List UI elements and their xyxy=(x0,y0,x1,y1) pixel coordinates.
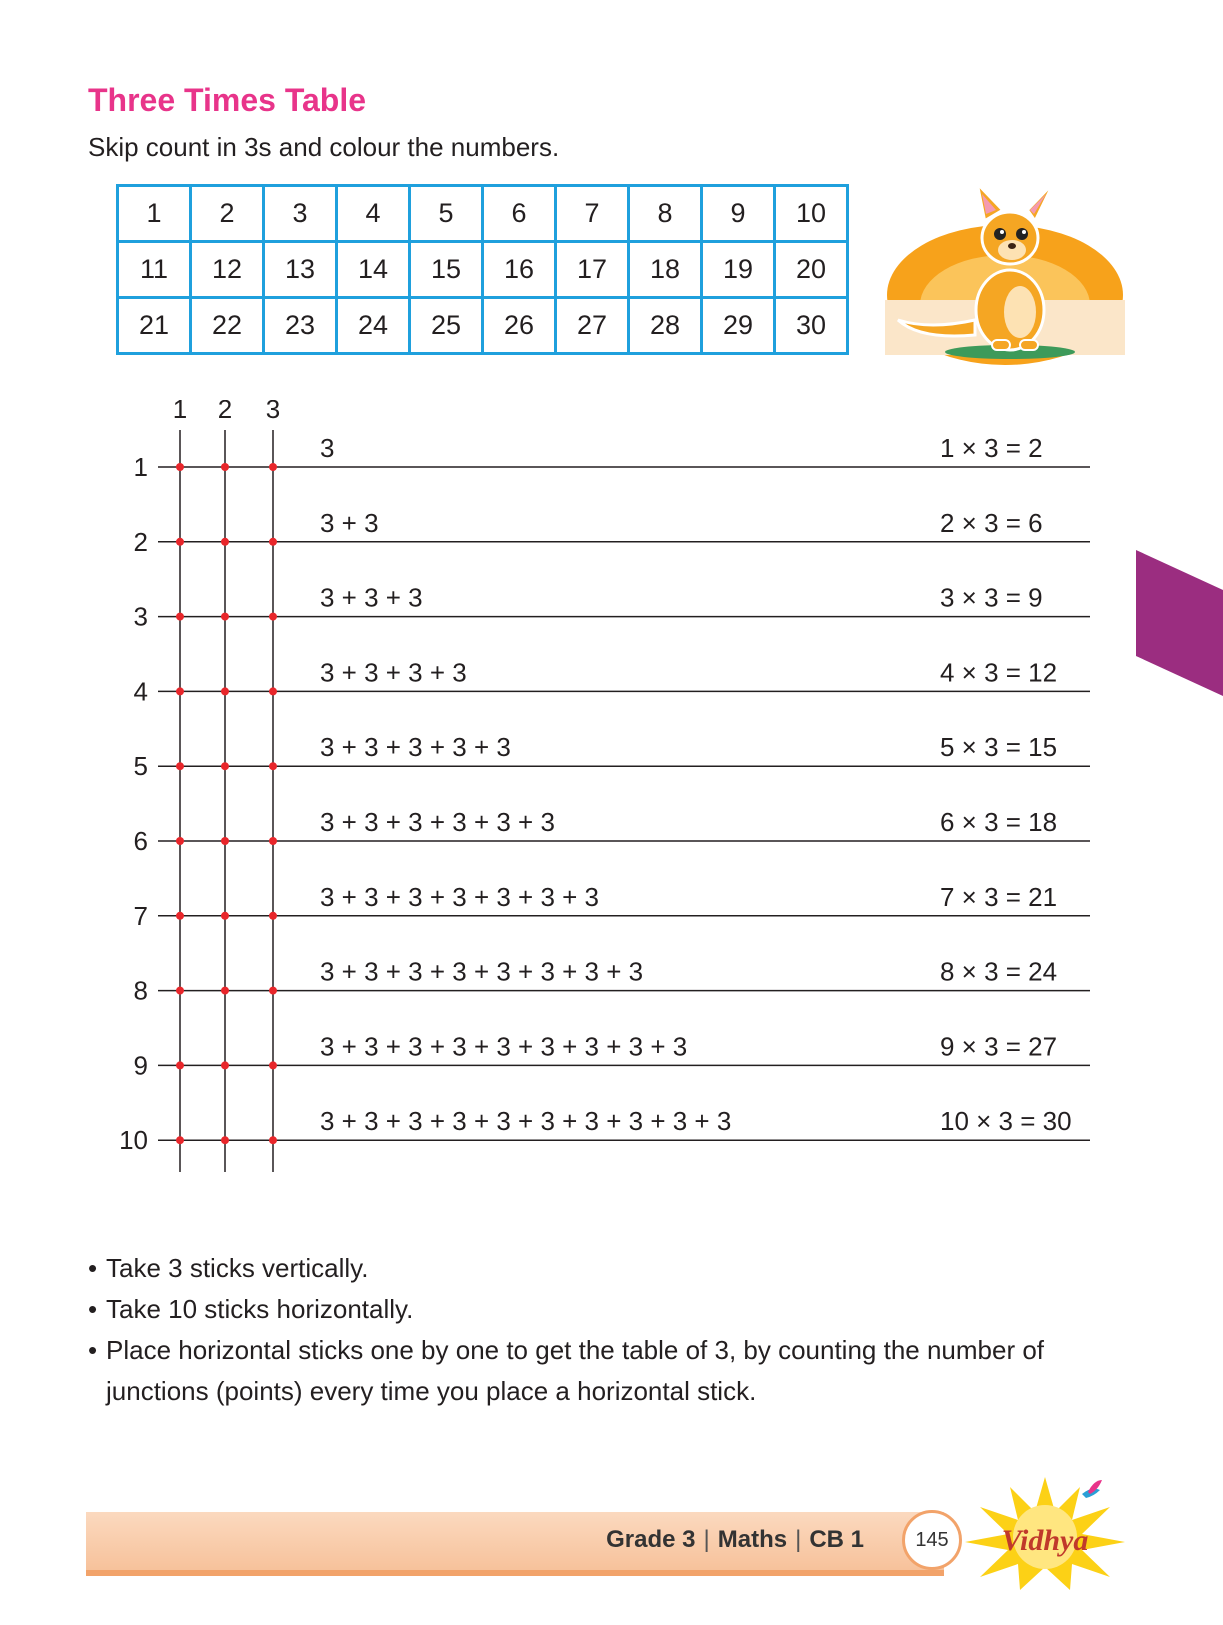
grid-cell[interactable]: 4 xyxy=(337,186,410,242)
column-label: 3 xyxy=(265,400,281,424)
note-item: • Place horizontal sticks one by one to get the table of 3, by counting the number of junctions (points) every time you place a horizontal stick. xyxy=(88,1330,1148,1412)
junction-point xyxy=(176,762,184,770)
junction-point xyxy=(269,987,277,995)
addition-text: 3 + 3 xyxy=(320,507,379,538)
grid-cell[interactable]: 18 xyxy=(629,242,702,298)
grid-cell[interactable]: 27 xyxy=(556,298,629,354)
junction-point xyxy=(269,463,277,471)
row-label: 7 xyxy=(133,900,148,931)
junction-point xyxy=(221,538,229,546)
junction-point xyxy=(221,762,229,770)
junction-point xyxy=(269,1061,277,1069)
grid-cell[interactable]: 26 xyxy=(483,298,556,354)
grid-cell[interactable]: 6 xyxy=(483,186,556,242)
grid-cell[interactable]: 7 xyxy=(556,186,629,242)
junction-point xyxy=(269,762,277,770)
note-item: • Take 3 sticks vertically. xyxy=(88,1248,1148,1289)
grid-cell[interactable]: 30 xyxy=(775,298,848,354)
equation-text: 3 × 3 = 9 xyxy=(940,582,1043,613)
junction-point xyxy=(221,912,229,920)
grid-cell[interactable]: 22 xyxy=(191,298,264,354)
footer-subject: Maths xyxy=(717,1526,788,1553)
junction-point xyxy=(269,613,277,621)
grid-cell[interactable]: 24 xyxy=(337,298,410,354)
footer-text xyxy=(606,1526,864,1554)
row-label: 8 xyxy=(133,975,148,1006)
junction-point xyxy=(269,687,277,695)
addition-text: 3 + 3 + 3 + 3 + 3 + 3 xyxy=(320,807,555,837)
grid-cell[interactable]: 17 xyxy=(556,242,629,298)
grid-cell[interactable]: 9 xyxy=(702,186,775,242)
column-label: 1 xyxy=(172,400,188,424)
footer-band xyxy=(86,1512,944,1576)
junction-point xyxy=(176,912,184,920)
stick-diagram xyxy=(0,400,1223,1230)
footer-grade: Grade 3 xyxy=(606,1526,696,1553)
grid-cell[interactable]: 3 xyxy=(264,186,337,242)
grid-cell[interactable]: 19 xyxy=(702,242,775,298)
junction-point xyxy=(269,912,277,920)
junction-point xyxy=(176,837,184,845)
grid-cell[interactable]: 21 xyxy=(118,298,191,354)
addition-text: 3 + 3 + 3 + 3 + 3 + 3 + 3 + 3 + 3 xyxy=(320,1031,688,1062)
junction-point xyxy=(269,538,277,546)
junction-point xyxy=(176,463,184,471)
equation-text: 10 × 3 = 30 xyxy=(940,1106,1072,1137)
row-label: 5 xyxy=(133,751,148,782)
addition-text: 3 + 3 + 3 xyxy=(320,582,423,613)
junction-point xyxy=(176,687,184,695)
row-label: 9 xyxy=(133,1050,148,1081)
junction-point xyxy=(176,613,184,621)
number-grid xyxy=(116,184,849,355)
sun-logo xyxy=(960,1472,1130,1592)
addition-text: 3 + 3 + 3 + 3 + 3 + 3 + 3 + 3 xyxy=(320,956,644,987)
grid-cell[interactable]: 12 xyxy=(191,242,264,298)
junction-point xyxy=(221,1061,229,1069)
notes-list xyxy=(88,1248,1148,1412)
row-label: 2 xyxy=(133,526,148,557)
junction-point xyxy=(221,987,229,995)
grid-cell[interactable]: 2 xyxy=(191,186,264,242)
addition-text: 3 + 3 + 3 + 3 + 3 + 3 + 3 xyxy=(320,881,600,912)
grid-cell[interactable]: 13 xyxy=(264,242,337,298)
grid-cell[interactable]: 5 xyxy=(410,186,483,242)
grid-cell[interactable]: 28 xyxy=(629,298,702,354)
row-label: 1 xyxy=(133,452,148,482)
junction-point xyxy=(176,1136,184,1144)
page-title: Three Times Table xyxy=(88,82,367,118)
footer-separator: | xyxy=(795,1526,802,1553)
grid-cell[interactable]: 16 xyxy=(483,242,556,298)
row-label: 4 xyxy=(133,676,148,707)
grid-row xyxy=(118,242,848,298)
addition-text: 3 + 3 + 3 + 3 + 3 xyxy=(320,732,511,763)
equation-text: 4 × 3 = 12 xyxy=(940,657,1058,688)
kangaroo-illustration xyxy=(880,180,1130,365)
grid-cell[interactable]: 1 xyxy=(118,186,191,242)
note-item: • Take 10 sticks horizontally. xyxy=(88,1289,1148,1330)
junction-point xyxy=(221,1136,229,1144)
grid-cell[interactable]: 8 xyxy=(629,186,702,242)
addition-text: 3 xyxy=(320,433,335,463)
row-label: 10 xyxy=(119,1125,148,1156)
equation-text: 8 × 3 = 24 xyxy=(940,956,1058,987)
junction-point xyxy=(176,538,184,546)
instruction-text: Skip count in 3s and colour the numbers. xyxy=(88,132,560,162)
junction-point xyxy=(221,463,229,471)
column-label: 2 xyxy=(217,400,233,424)
junction-point xyxy=(269,1136,277,1144)
junction-point xyxy=(176,1061,184,1069)
grid-cell[interactable]: 29 xyxy=(702,298,775,354)
equation-text: 9 × 3 = 27 xyxy=(940,1031,1058,1062)
addition-text: 3 + 3 + 3 + 3 + 3 + 3 + 3 + 3 + 3 + 3 xyxy=(320,1106,732,1137)
side-tab xyxy=(1136,550,1223,696)
grid-cell[interactable]: 14 xyxy=(337,242,410,298)
grid-cell[interactable]: 23 xyxy=(264,298,337,354)
equation-text: 5 × 3 = 15 xyxy=(940,732,1058,763)
grid-cell[interactable]: 20 xyxy=(775,242,848,298)
junction-point xyxy=(221,837,229,845)
junction-point xyxy=(176,987,184,995)
grid-cell[interactable]: 15 xyxy=(410,242,483,298)
equation-text: 7 × 3 = 21 xyxy=(940,881,1058,912)
junction-point xyxy=(269,837,277,845)
grid-cell[interactable]: 11 xyxy=(118,242,191,298)
footer-separator: | xyxy=(703,1526,710,1553)
grid-row xyxy=(118,186,848,242)
junction-point xyxy=(221,613,229,621)
row-label: 6 xyxy=(133,826,148,856)
row-label: 3 xyxy=(133,601,148,632)
footer-book: CB 1 xyxy=(809,1526,864,1553)
logo-text: Vidhya xyxy=(1001,1524,1089,1557)
junction-point xyxy=(221,687,229,695)
grid-cell[interactable]: 25 xyxy=(410,298,483,354)
grid-cell[interactable]: 10 xyxy=(775,186,848,242)
page-number: 145 xyxy=(902,1510,962,1570)
equation-text: 2 × 3 = 6 xyxy=(940,507,1043,538)
grid-row xyxy=(118,298,848,354)
equation-text: 1 × 3 = 2 xyxy=(940,433,1043,463)
equation-text: 6 × 3 = 18 xyxy=(940,807,1058,837)
addition-text: 3 + 3 + 3 + 3 xyxy=(320,657,467,688)
